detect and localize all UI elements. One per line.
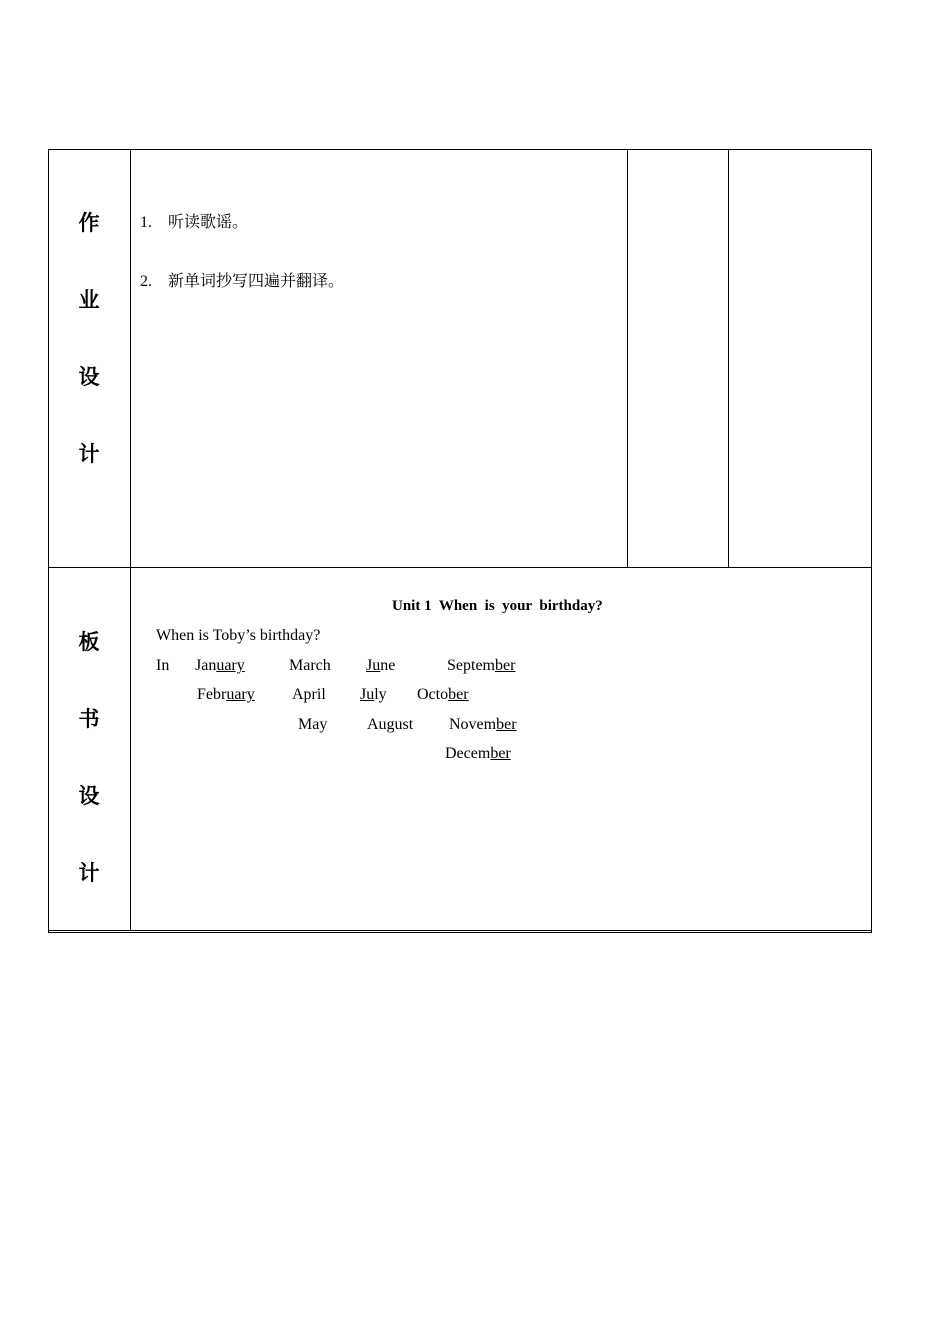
table-row-divider [48,567,872,568]
month-october: October [417,686,469,703]
board-prefix: In [156,657,170,674]
homework-item-number: 1. [140,214,152,231]
table-border-bottom-double [48,932,872,933]
homework-item-number: 2. [140,273,152,290]
board-label [48,567,130,931]
month-november: November [449,716,517,733]
board-title: Unit 1 When is your birthday? [392,598,603,614]
homework-item-text: 新单词抄写四遍并翻译。 [168,273,345,290]
month-july: July [360,686,387,703]
lesson-plan-table [48,149,872,933]
table-border-bottom [48,930,872,931]
month-january: January [195,657,245,674]
homework-item [140,268,344,291]
table-border-top [48,149,872,150]
month-august: August [367,716,414,733]
table-border-right [871,149,872,933]
homework-label-char-1: 作 [78,211,100,235]
homework-label-char-4: 计 [78,442,100,466]
board-label-char-2: 书 [78,707,100,731]
month-may: May [298,716,328,733]
month-april: April [292,686,326,703]
board-label-char-1: 板 [78,630,100,654]
board-question: When is Toby’s birthday? [156,627,321,644]
homework-label-char-3: 设 [78,365,100,389]
month-september: September [447,657,516,674]
homework-label-char-2: 业 [78,288,100,312]
table-col-divider-4 [728,149,729,567]
month-march: March [289,657,331,674]
board-label-char-3: 设 [78,784,100,808]
table-col-divider-label [130,149,131,931]
month-december: December [445,745,511,762]
month-february: February [197,686,255,703]
homework-label [48,149,130,567]
month-june: June [366,657,396,674]
homework-item-text: 听读歌谣。 [168,214,249,231]
board-label-char-4: 计 [78,861,100,885]
homework-item [140,209,248,232]
table-col-divider-3 [627,149,628,567]
